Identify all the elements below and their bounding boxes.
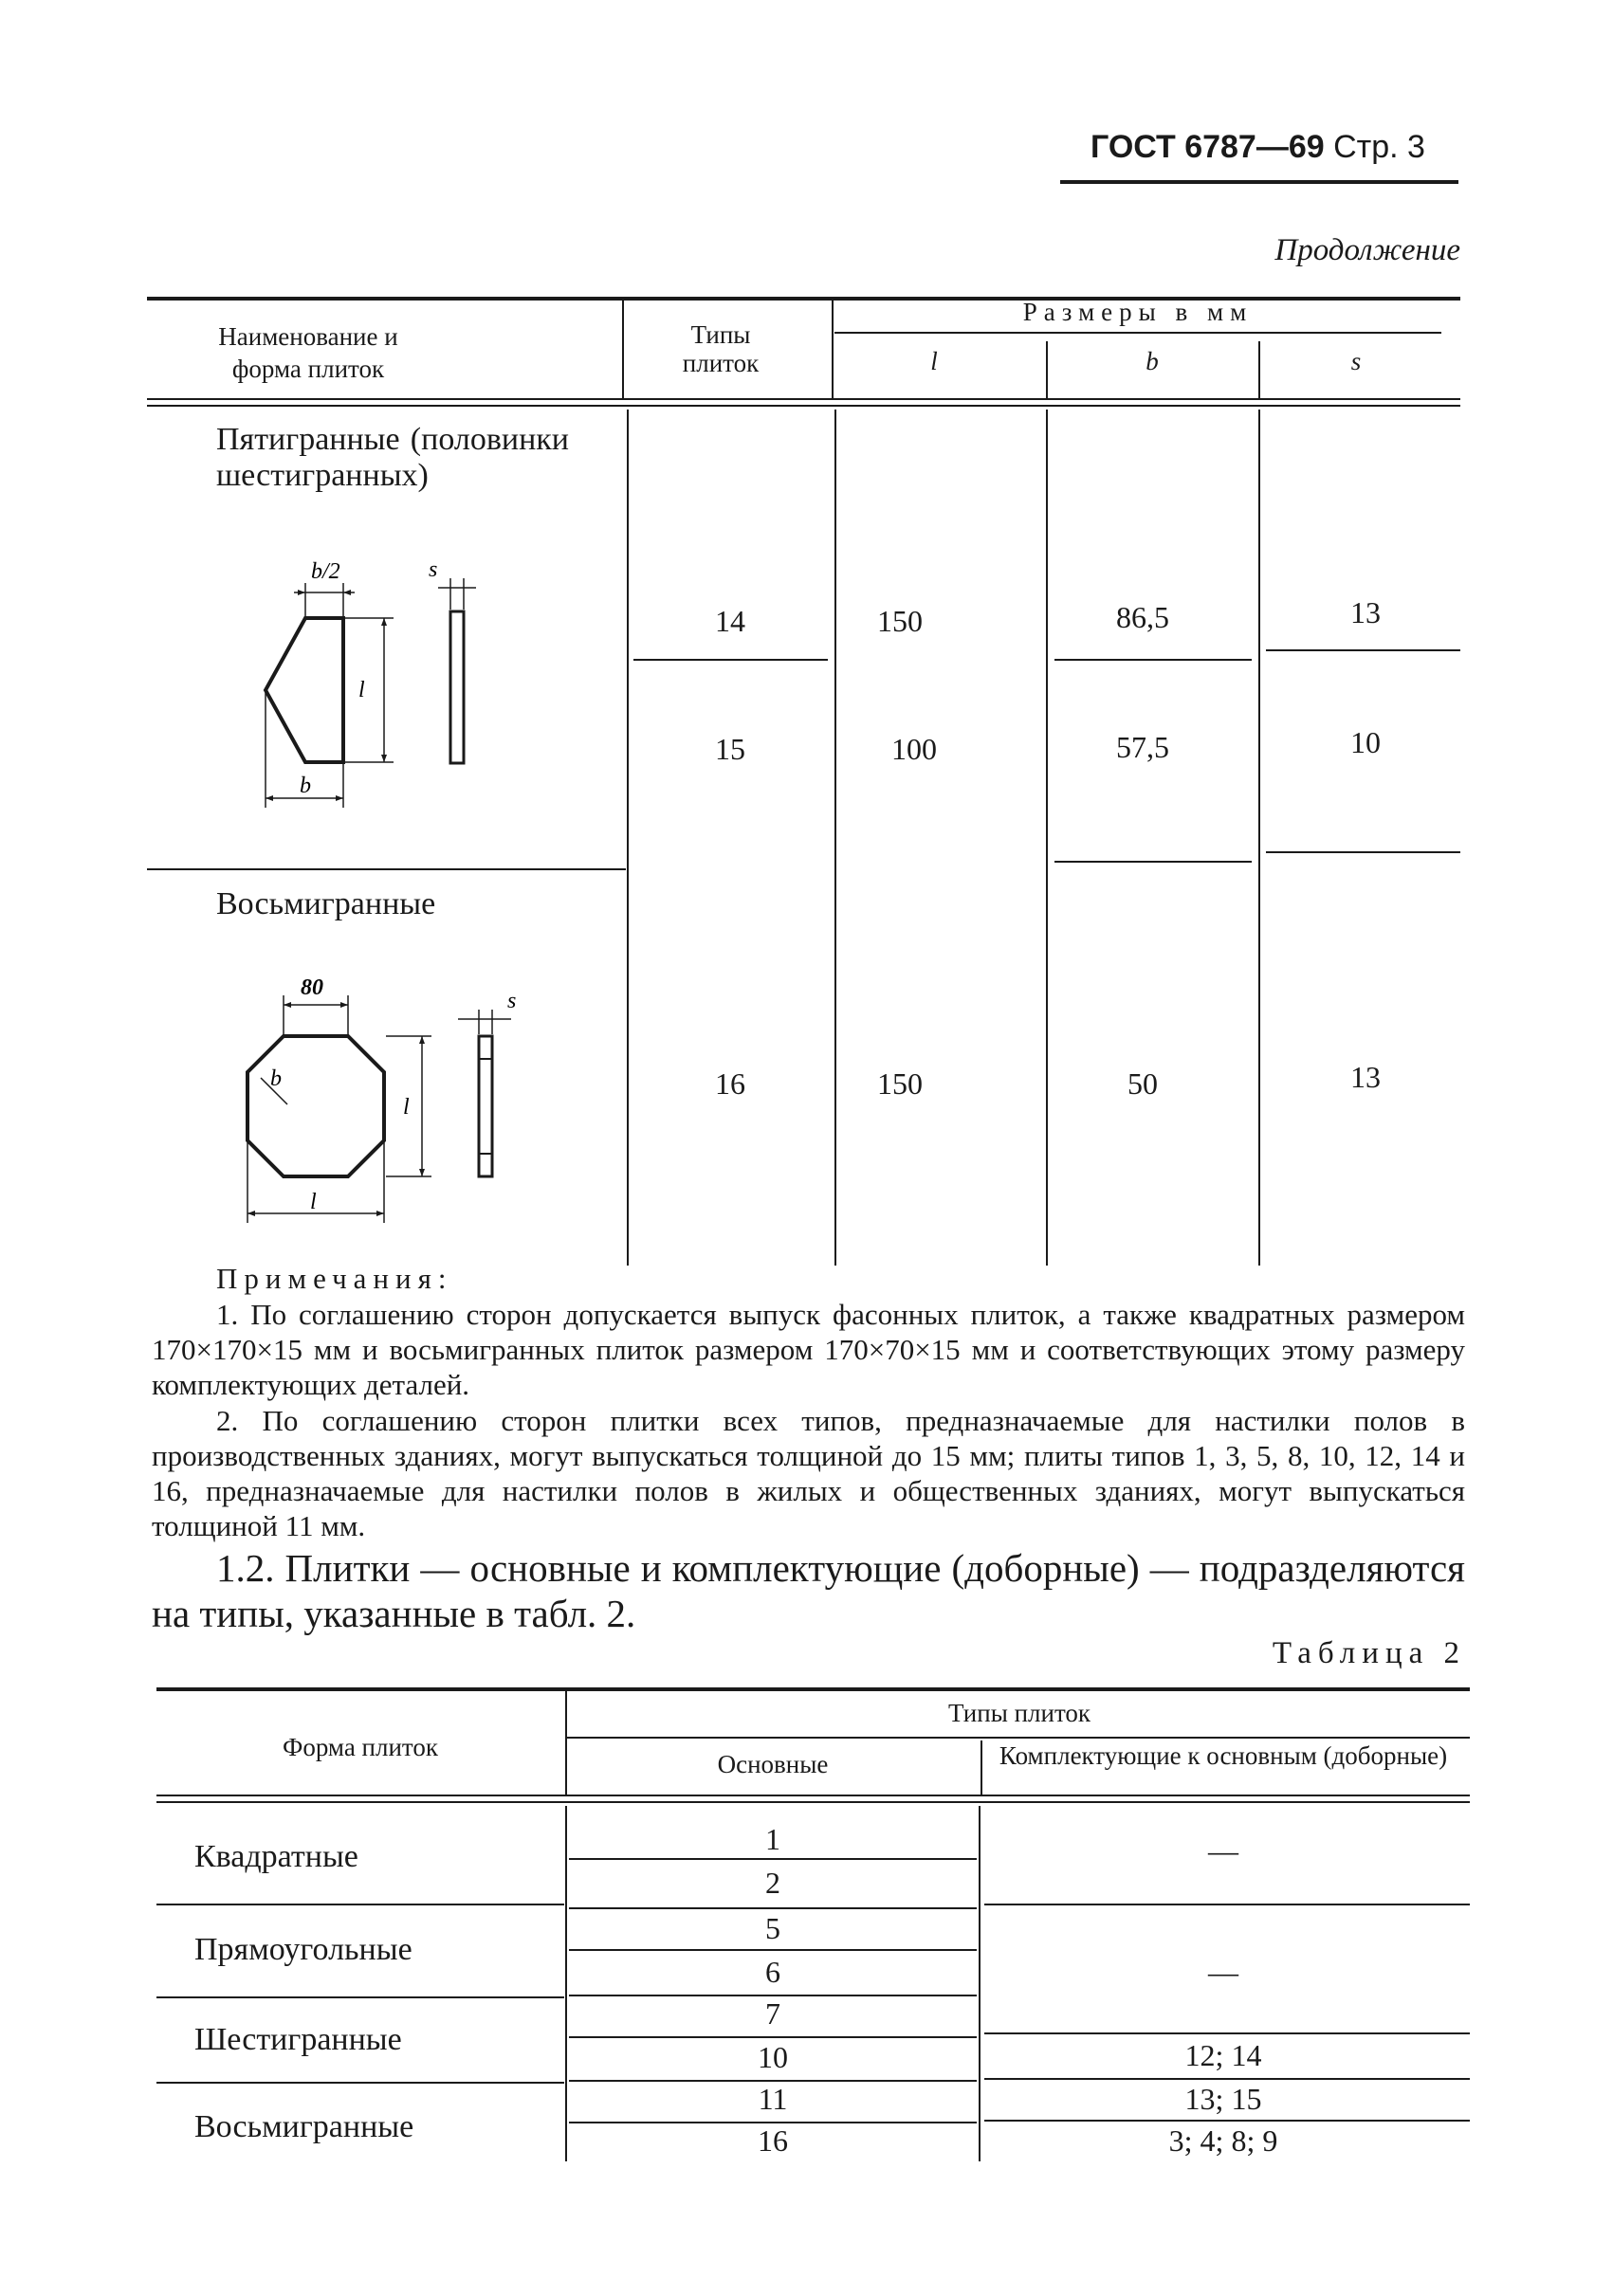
table1-header-name: Наименование и форма плиток <box>218 322 398 383</box>
t2-row-divider-1b <box>569 1907 977 1909</box>
t2-hex-extra: 12; 14 <box>1184 2038 1262 2072</box>
table1-header-types: Типы плиток <box>682 320 760 377</box>
pentagonal-label-half-b: b/2 <box>311 559 340 584</box>
t2-form-hex: Шестигранные <box>194 2022 402 2057</box>
standard-number: ГОСТ 6787—69 <box>1091 129 1325 165</box>
octagonal-label-t: l <box>310 1190 317 1214</box>
t2-square-extra: — <box>1208 1833 1238 1868</box>
t2-form-square: Квадратные <box>194 1839 358 1874</box>
t1-group-divider-2 <box>1054 861 1252 863</box>
pentagonal-label-l: l <box>358 678 365 702</box>
pentagonal-tile-figure <box>256 550 531 834</box>
table1-sizes-subrule <box>834 332 1441 334</box>
page-header <box>1091 129 1460 176</box>
header-rule <box>1060 180 1458 184</box>
t1-row16-l: 150 <box>877 1066 923 1101</box>
table1-header-s: s <box>1350 347 1362 375</box>
t1-row15-l: 100 <box>891 732 937 766</box>
t1-row15-b: 57,5 <box>1116 730 1169 764</box>
table1-header-vdiv-1 <box>622 300 624 398</box>
table2-header-types: Типы плиток <box>947 1699 1091 1727</box>
table2-header-main: Основные <box>717 1750 829 1778</box>
t1-row14-divider-2 <box>1054 659 1252 661</box>
t1-row14-type: 14 <box>715 604 745 638</box>
note-2: 2. По соглашению сторон плитки всех типов, предназначаемые для настилки полов в производственных зданиях, могут выпускаться толщиной до 15 мм; плиты типов 1, 3, 5, 8, 10, 12, 14 и 16, предназначаемые для настилки полов в жилых и общественных зданиях, могут выпускаться толщиной 11 мм. <box>152 1404 1465 1542</box>
t1-row14-s: 13 <box>1350 595 1381 629</box>
t2-hex-subdivider <box>569 2036 977 2038</box>
table1-header-vdiv-4 <box>1258 341 1260 398</box>
table1-body-vdiv-2 <box>834 410 836 1266</box>
t1-row16-s: 13 <box>1350 1060 1381 1094</box>
table2-header-vdiv-1 <box>565 1691 567 1795</box>
t2-rect-subdivider <box>569 1949 977 1951</box>
t2-square-subdivider <box>569 1858 977 1860</box>
group-pentagonal-name: Пятигранные (половинки шестигранных) <box>216 422 569 493</box>
table1-body-vdiv-3 <box>1046 410 1048 1266</box>
pentagonal-label-b: b <box>300 774 311 798</box>
t1-row15-s: 10 <box>1350 725 1381 759</box>
paragraph-1-2: 1.2. Плитки — основные и комплектующие (доборные) — подразделяются на типы, указанные в табл. 2. <box>152 1546 1465 1635</box>
table1-body-vdiv-1 <box>627 410 629 1266</box>
table2-header-rule-1 <box>156 1795 1470 1796</box>
table2-header-rule-2 <box>156 1801 1470 1803</box>
table2-top-rule <box>156 1687 1470 1691</box>
table2-header-vdiv-2 <box>981 1740 982 1795</box>
notes-title: Примечания: <box>216 1262 453 1295</box>
t2-hex-main-1: 7 <box>765 1996 780 2031</box>
octagonal-label-80: 80 <box>301 975 323 1000</box>
t2-oct-extra-subdivider <box>984 2120 1470 2122</box>
t2-square-main-2: 2 <box>765 1866 780 1900</box>
table2-types-subrule <box>567 1737 1470 1739</box>
table1-header-l: l <box>930 347 938 375</box>
t2-form-oct: Восьмигранные <box>194 2109 414 2144</box>
table2-header-form: Форма плиток <box>283 1733 438 1761</box>
octagonal-label-l: l <box>403 1095 410 1120</box>
t1-row14-l: 150 <box>877 604 923 638</box>
t2-row-divider-3c <box>984 2078 1470 2080</box>
table1-header-sizes: Размеры в мм <box>1022 298 1254 326</box>
t2-oct-extra-1: 13; 15 <box>1184 2082 1262 2116</box>
t1-row14-divider-1 <box>633 659 828 661</box>
t1-group-divider <box>147 868 626 870</box>
t2-row-divider-1 <box>156 1904 564 1905</box>
octagonal-label-s: s <box>507 989 517 1013</box>
t1-row16-type: 16 <box>715 1066 745 1101</box>
t1-group-divider-3 <box>1266 851 1460 853</box>
table2-header-extra: Комплектующие к основным (доборные) <box>999 1741 1448 1770</box>
t2-square-main-1: 1 <box>765 1822 780 1856</box>
continuation-label: Продолжение <box>1274 233 1460 267</box>
t2-row-divider-2 <box>156 1996 564 1998</box>
t2-rect-main-1: 5 <box>765 1911 780 1945</box>
note-1: 1. По соглашению сторон допускается выпуск фасонных плиток, а также квадратных размером 170×170×15 мм и восьмигранных плиток размером 170×70×15 мм и соответствующих этому размеру комплектующих деталей. <box>152 1298 1465 1401</box>
table1-header-rule-2 <box>147 405 1460 407</box>
t2-oct-main-2: 16 <box>758 2123 788 2158</box>
table2-body-vdiv-2 <box>979 1806 981 2161</box>
t2-rect-main-2: 6 <box>765 1955 780 1989</box>
t1-row14-b: 86,5 <box>1116 600 1169 634</box>
octagonal-tile-figure <box>242 972 545 1237</box>
table1-body-vdiv-4 <box>1258 410 1260 1266</box>
t2-rect-extra: — <box>1208 1955 1238 1989</box>
t2-row-divider-3 <box>156 2082 564 2084</box>
t2-hex-extra-top <box>984 2032 1470 2034</box>
t2-hex-main-2: 10 <box>758 2040 788 2074</box>
table1-header-vdiv-2 <box>832 300 834 398</box>
t2-row-divider-1c <box>984 1904 1470 1905</box>
t1-row15-type: 15 <box>715 732 745 766</box>
octagonal-label-b: b <box>270 1066 282 1091</box>
table1-header-b: b <box>1146 347 1159 375</box>
table2-label: Таблица 2 <box>1272 1636 1466 1670</box>
table1-header-rule-1 <box>147 398 1460 400</box>
pentagonal-label-s: s <box>429 557 438 582</box>
table1-header-vdiv-3 <box>1046 341 1048 398</box>
group-octagonal-name: Восьмигранные <box>216 886 436 921</box>
page-number: Стр. 3 <box>1333 129 1425 165</box>
t2-oct-extra-2: 3; 4; 8; 9 <box>1168 2123 1278 2158</box>
t2-oct-main-1: 11 <box>758 2082 788 2116</box>
t1-row16-b: 50 <box>1127 1066 1158 1101</box>
table2-body-vdiv-1 <box>565 1806 567 2161</box>
t2-form-rect: Прямоугольные <box>194 1932 412 1967</box>
t1-row14-divider-3 <box>1266 649 1460 651</box>
